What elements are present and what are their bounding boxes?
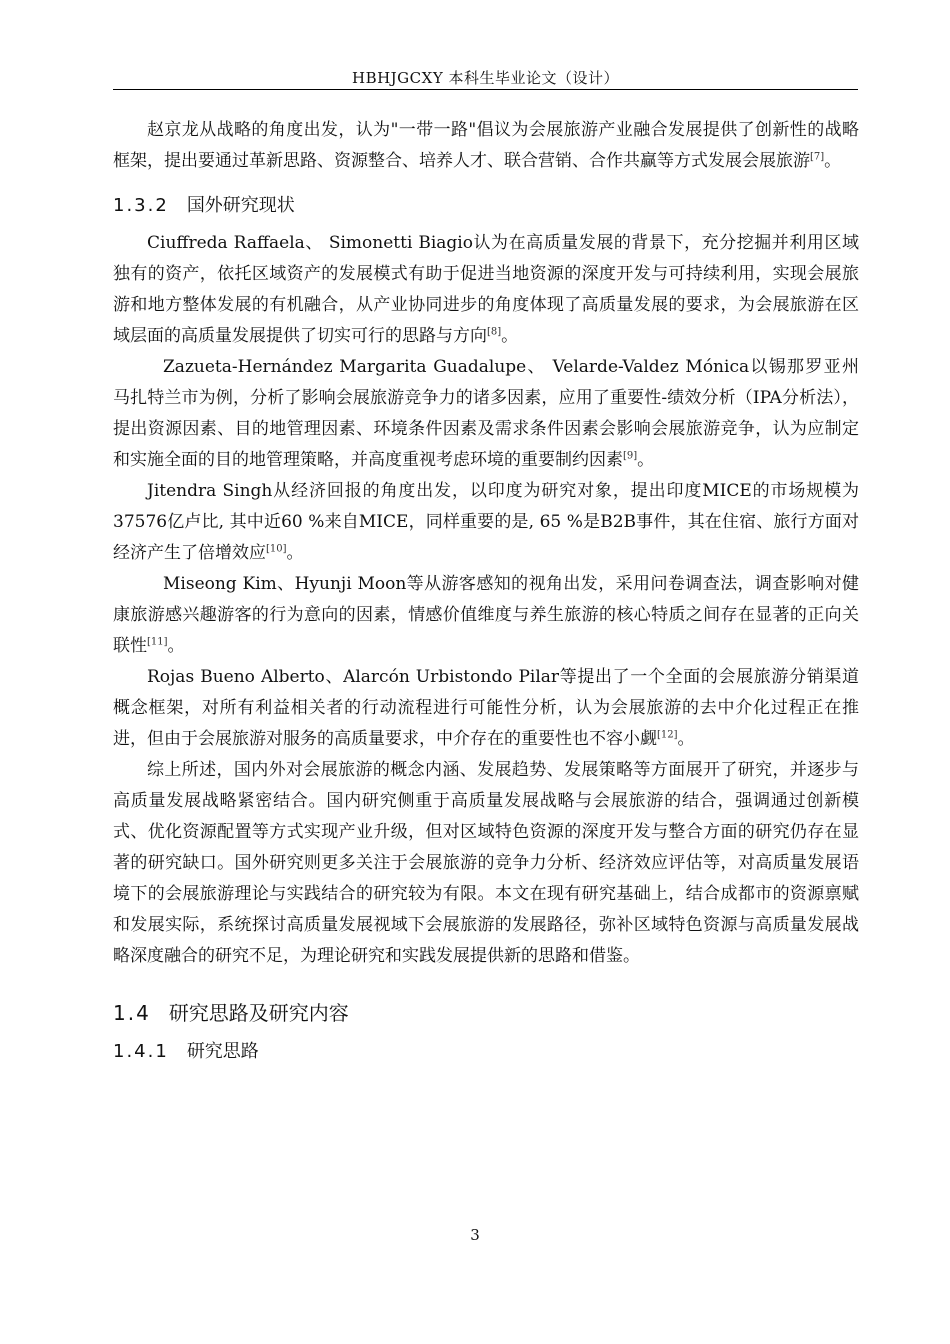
paragraph-text: 综上所述，国内外对会展旅游的概念内涵、发展趋势、发展策略等方面展开了研究，并逐步与高质量发展战略紧密结合。国内研究侧重于高质量发展战略与会展旅游的结合，强调通过创新模式、优化资源配置等方式实现产业升级，但对区域特色资源的深度开发与整合方面的研究仍存在显著的研究缺口。国外研究则更多关注于会展旅游的竞争力分析、经济效应评估等，对高质量发展语境下的会展旅游理论与实践结合的研究较为有限。本文在现有研究基础上，结合成都市的资源禀赋和发展实际，系统探讨高质量发展视域下会展旅游的发展路径，弥补区域特色资源与高质量发展战略深度融合的研究不足，为理论研究和实践发展提供新的思路和借鉴。: [113, 760, 859, 966]
section-title: 国外研究现状: [186, 195, 295, 216]
paragraph-tail: 。: [677, 729, 695, 749]
paragraph-text: 赵京龙从战略的角度出发，认为"一带一路"倡议为会展旅游产业融合发展提供了创新性的战略框架，提出要通过革新思路、资源整合、培养人才、联合营销、合作共赢等方式发展会展旅游: [113, 120, 859, 171]
section-title: 研究思路及研究内容: [168, 1001, 349, 1025]
paragraph-text: Ciuffreda Raffaela、 Simonetti Biagio认为在高质量发展的背景下，充分挖掘并利用区域独有的资产，依托区域资产的发展模式有助于促进当地资源的深度开发与可持续利用，实现会展旅游和地方整体发展的有机融合，从产业协同进步的角度体现了高质量发展的要求，为会展旅游在区域层面的高质量发展提供了切实可行的思路与方向: [113, 233, 859, 346]
paragraph-miseong-kim: [113, 569, 859, 662]
paragraph-zhao-jinglong: [113, 115, 859, 177]
paragraph-tail: 。: [501, 326, 519, 346]
citation: [12]: [657, 729, 678, 741]
paragraph-tail: 。: [167, 636, 185, 656]
page-header: HBHJGCXY 本科生毕业论文（设计）: [351, 69, 619, 87]
paragraph-ciuffreda: [113, 228, 859, 352]
section-heading-1-4-1: [113, 1038, 859, 1066]
paragraph-jitendra-singh: [113, 476, 859, 569]
section-number: 1.4: [113, 1001, 151, 1025]
page-number: 3: [470, 1226, 480, 1244]
paragraph-tail: 。: [286, 543, 304, 563]
section-number: 1.3.2: [113, 195, 169, 216]
section-heading-1-3-2: [113, 192, 859, 220]
paragraph-rojas-bueno: [113, 662, 859, 755]
section-title: 研究思路: [186, 1041, 259, 1062]
paragraph-zazueta: [113, 352, 859, 476]
paragraph-tail: 。: [637, 450, 655, 470]
paragraph-text: Jitendra Singh从经济回报的角度出发，以印度为研究对象，提出印度MICE的市场规模为37576亿卢比, 其中近60 %来自MICE，同样重要的是, 65 %是B2B事件，其在住宿、旅行方面对经济产生了倍增效应: [113, 481, 859, 563]
citation: [7]: [810, 151, 825, 163]
header-rule: [113, 89, 858, 90]
citation: [9]: [623, 450, 638, 462]
citation: [11]: [147, 636, 168, 648]
section-heading-1-4: [113, 998, 859, 1028]
paragraph-summary: [113, 755, 859, 972]
citation: [10]: [266, 543, 287, 555]
paragraph-text: Zazueta-Hernández Margarita Guadalupe、 Velarde-Valdez Mónica以锡那罗亚州马扎特兰市为例，分析了影响会展旅游竞争力的诸多因素，应用了重要性-绩效分析（IPA分析法），提出资源因素、目的地管理因素、环境条件因素及需求条件因素会影响会展旅游竞争，认为应制定和实施全面的目的地管理策略，并高度重视考虑环境的重要制约因素: [113, 357, 859, 470]
page-body: [113, 115, 859, 1066]
paragraph-text: Rojas Bueno Alberto、Alarcón Urbistondo Pilar等提出了一个全面的会展旅游分销渠道概念框架，对所有利益相关者的行动流程进行可能性分析，认为会展旅游的去中介化过程正在推进，但由于会展旅游对服务的高质量要求，中介存在的重要性也不容小觑: [113, 667, 859, 749]
paragraph-text: Miseong Kim、Hyunji Moon等从游客感知的视角出发，采用问卷调查法，调查影响对健康旅游感兴趣游客的行为意向的因素，情感价值维度与养生旅游的核心特质之间存在显著的正向关联性: [113, 574, 859, 656]
section-number: 1.4.1: [113, 1041, 169, 1062]
paragraph-tail: 。: [824, 151, 842, 171]
citation: [8]: [487, 326, 502, 338]
